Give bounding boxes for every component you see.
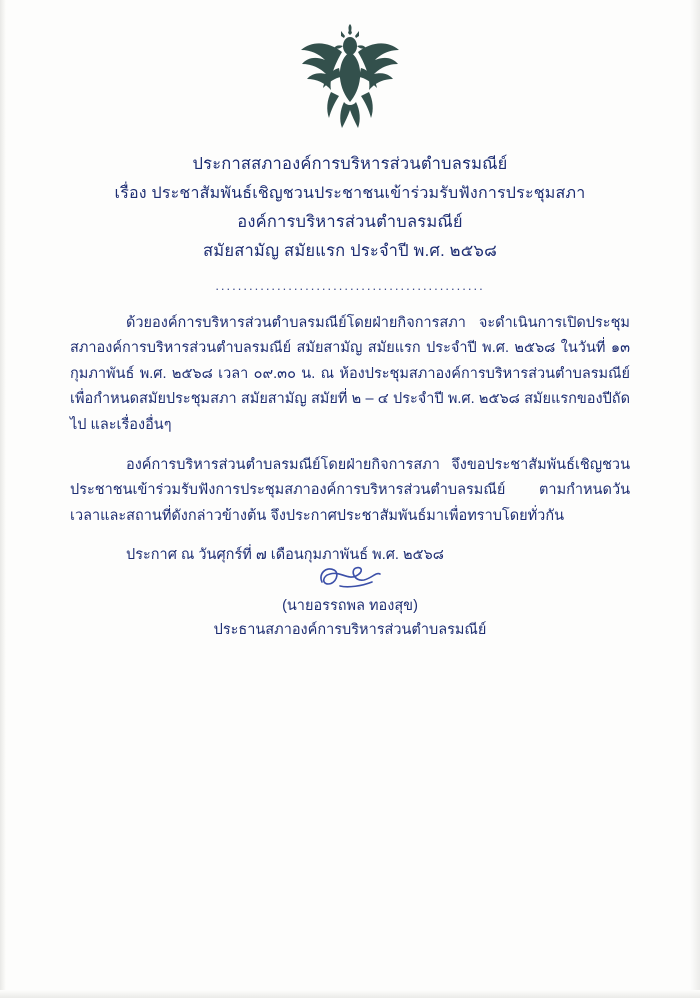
garuda-emblem	[0, 22, 700, 142]
heading-line-1: ประกาสสภาองค์การบริหารส่วนตำบลรมณีย์	[192, 155, 508, 173]
heading-line-4: สมัยสามัญ สมัยแรก ประจำปี พ.ศ. ๒๕๖๘	[202, 242, 498, 260]
body-paragraph-2	[70, 453, 630, 530]
paragraph-2-text: องค์การบริหารส่วนตำบลรมณีย์โดยฝ่ายกิจการสภา จึงขอประชาสัมพันธ์เชิญชวนประชาชนเข้าร่วมรับฟังการประชุมสภาองค์การบริหารส่วนตำบลรมณีย์ ตามกำหนดวัน เวลาและสถานที่ดังกล่าวข้างต้น จึงประกาศประชาสัมพันธ์มาเพื่อทราบโดยทั่วกัน	[70, 456, 630, 524]
heading-line-3: องค์การบริหารส่วนตำบลรมณีย์	[237, 213, 463, 231]
handwritten-signature	[0, 560, 700, 594]
paragraph-1-text: ด้วยองค์การบริหารส่วนตำบลรมณีย์โดยฝ่ายกิจการสภา จะดำเนินการเปิดประชุมสภาองค์การบริหารส่วนตำบลรมณีย์ สมัยสามัญ สมัยแรก ประจำปี พ.ศ. ๒๕๖๘ ในวันที่ ๑๓ กุมภาพันธ์ พ.ศ. ๒๕๖๘ เวลา ๐๙.๓๐ น. ณ ห้องประชุมสภาองค์การบริหารส่วนตำบลรมณีย์ เพื่อกำหนดสมัยประชุมสภา สมัยสามัญ สมัยที่ ๒ – ๔ ประจำปี พ.ศ. ๒๕๖๘ สมัยแรกของปีถัดไป และเรื่องอื่นๆ	[70, 314, 630, 433]
divider-dots: ................................................	[215, 278, 485, 293]
document-body	[70, 296, 630, 581]
signer-name: (นายอรรถพล ทองสุข)	[282, 598, 418, 614]
signature-block	[0, 560, 700, 642]
body-paragraph-1	[70, 311, 630, 439]
signer-title: ประธานสภาองค์การบริหารส่วนตำบลรมณีย์	[213, 622, 487, 638]
document-heading	[0, 150, 700, 266]
heading-line-2: เรื่อง ประชาสัมพันธ์เชิญชวนประชาชนเข้าร่วมรับฟังการประชุมสภา	[114, 185, 586, 202]
scan-edge-bottom	[0, 990, 700, 998]
paragraph-3-text: ประกาศ ณ วันศุกร์ที่ ๗ เดือนกุมภาพันธ์ พ.ศ. ๒๕๖๘	[126, 547, 444, 563]
